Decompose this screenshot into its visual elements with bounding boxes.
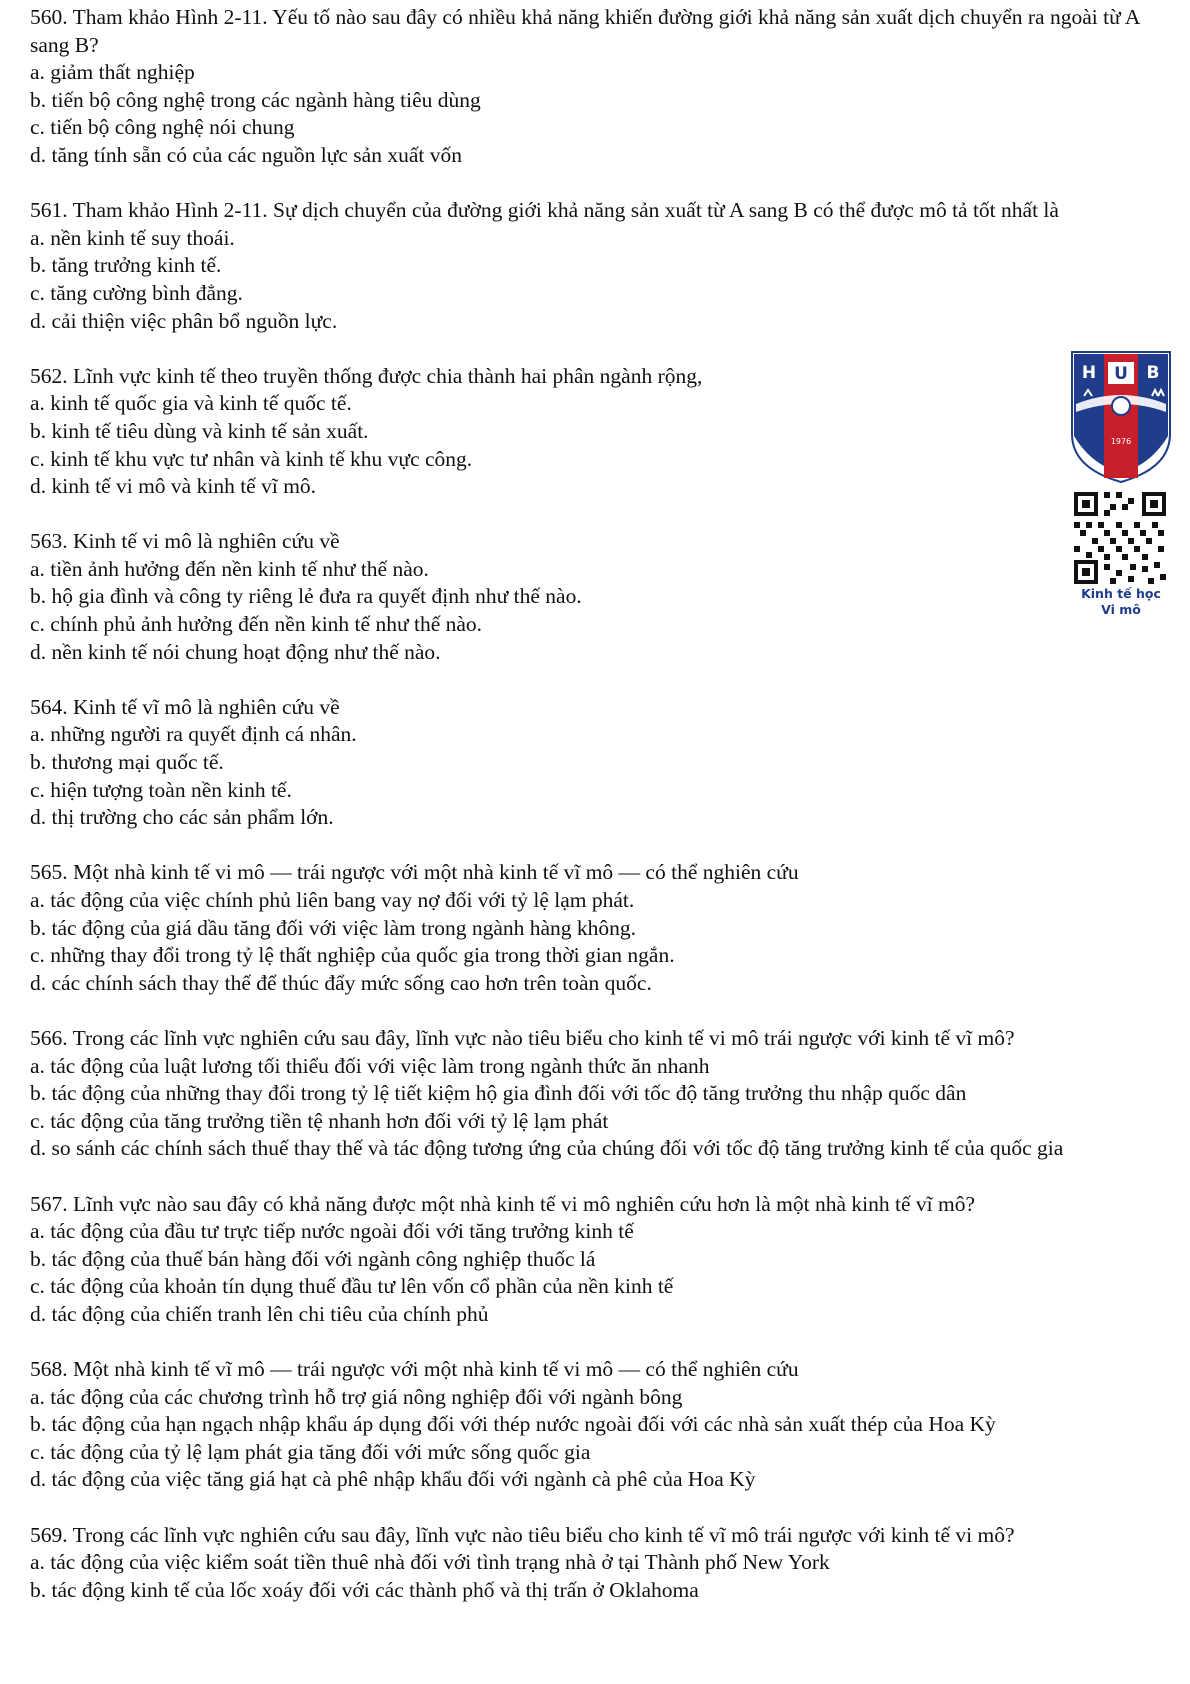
- option-b: b. tác động của giá dầu tăng đối với việc làm trong ngành hàng không.: [30, 915, 637, 940]
- option-d: d. nền kinh tế nói chung hoạt động như thế nào.: [30, 639, 441, 664]
- option-a: a. nền kinh tế suy thoái.: [30, 225, 235, 250]
- option-d: d. các chính sách thay thế để thúc đẩy mức sống cao hơn trên toàn quốc.: [30, 970, 652, 995]
- option-c: c. hiện tượng toàn nền kinh tế.: [30, 777, 292, 802]
- question-562: [30, 363, 1170, 501]
- logo-caption: [1062, 586, 1180, 618]
- option-a: a. tác động của các chương trình hỗ trợ giá nông nghiệp đối với ngành bông: [30, 1384, 683, 1409]
- question-568: [30, 1356, 1170, 1494]
- option-a: a. tác động của luật lương tối thiểu đối với việc làm trong ngành thức ăn nhanh: [30, 1053, 710, 1078]
- question-stem: 560. Tham khảo Hình 2-11. Yếu tố nào sau đây có nhiều khả năng khiến đường giới khả năng sản xuất dịch chuyển ra ngoài từ A sang B?: [30, 5, 1140, 57]
- question-560: [30, 4, 1170, 170]
- logo-block: [1062, 346, 1180, 616]
- option-a: a. tác động của đầu tư trực tiếp nước ngoài đối với tăng trưởng kinh tế: [30, 1219, 634, 1244]
- logo-caption-line2: Vi mô: [1101, 602, 1141, 617]
- option-a: a. giảm thất nghiệp: [30, 60, 195, 85]
- question-569: [30, 1522, 1170, 1605]
- option-d: d. cải thiện việc phân bổ nguồn lực.: [30, 308, 338, 333]
- option-a: a. kinh tế quốc gia và kinh tế quốc tế.: [30, 391, 352, 416]
- option-b: b. tác động của hạn ngạch nhập khẩu áp dụng đối với thép nước ngoài đối với các nhà sản xuất thép của Hoa Kỳ: [30, 1412, 996, 1437]
- option-c: c. chính phủ ảnh hưởng đến nền kinh tế như thế nào.: [30, 612, 483, 637]
- option-b: b. tác động của thuế bán hàng đối với ngành công nghiệp thuốc lá: [30, 1246, 596, 1271]
- option-d: d. tăng tính sẵn có của các nguồn lực sản xuất vốn: [30, 142, 462, 167]
- question-563: [30, 528, 1170, 666]
- question-list: [30, 4, 1170, 1632]
- logo-letter-h: H: [1081, 363, 1097, 383]
- option-b: b. tác động kinh tế của lốc xoáy đối với các thành phố và thị trấn ở Oklahoma: [30, 1577, 699, 1602]
- option-b: b. hộ gia đình và công ty riêng lẻ đưa ra quyết định như thế nào.: [30, 584, 582, 609]
- question-567: [30, 1191, 1170, 1329]
- question-stem: 564. Kinh tế vĩ mô là nghiên cứu về: [30, 694, 340, 719]
- logo-caption-line1: Kinh tế học: [1081, 586, 1161, 601]
- option-c: c. tăng cường bình đẳng.: [30, 280, 243, 305]
- question-566: [30, 1025, 1170, 1163]
- option-b: b. kinh tế tiêu dùng và kinh tế sản xuất.: [30, 418, 369, 443]
- question-565: [30, 859, 1170, 997]
- option-a: a. những người ra quyết định cá nhân.: [30, 722, 357, 747]
- option-a: a. tiền ảnh hưởng đến nền kinh tế như thế nào.: [30, 556, 429, 581]
- question-stem: 567. Lĩnh vực nào sau đây có khả năng được một nhà kinh tế vi mô nghiên cứu hơn là một nhà kinh tế vĩ mô?: [30, 1191, 975, 1216]
- question-stem: 563. Kinh tế vi mô là nghiên cứu về: [30, 529, 340, 554]
- option-d: d. thị trường cho các sản phẩm lớn.: [30, 805, 334, 830]
- logo-year: 1976: [1110, 437, 1132, 446]
- option-d: d. tác động của chiến tranh lên chi tiêu của chính phủ: [30, 1301, 489, 1326]
- option-c: c. tác động của khoản tín dụng thuế đầu tư lên vốn cổ phần của nền kinh tế: [30, 1274, 674, 1299]
- option-c: c. kinh tế khu vực tư nhân và kinh tế khu vực công.: [30, 446, 473, 471]
- option-c: c. những thay đổi trong tỷ lệ thất nghiệp của quốc gia trong thời gian ngắn.: [30, 943, 675, 968]
- qr-code-icon: [1072, 490, 1168, 586]
- option-b: b. tác động của những thay đổi trong tỷ lệ tiết kiệm hộ gia đình đối với tốc độ tăng trưởng thu nhập quốc dân: [30, 1081, 967, 1106]
- question-stem: 561. Tham khảo Hình 2-11. Sự dịch chuyển của đường giới khả năng sản xuất từ A sang B có thể được mô tả tốt nhất là: [30, 198, 1059, 223]
- question-564: [30, 694, 1170, 832]
- question-stem: 565. Một nhà kinh tế vi mô — trái ngược với một nhà kinh tế vĩ mô — có thể nghiên cứu: [30, 860, 799, 885]
- option-b: b. tăng trưởng kinh tế.: [30, 253, 222, 278]
- question-stem: 569. Trong các lĩnh vực nghiên cứu sau đây, lĩnh vực nào tiêu biểu cho kinh tế vĩ mô trái ngược với kinh tế vi mô?: [30, 1522, 1015, 1547]
- hub-logo: [1062, 346, 1180, 486]
- option-c: c. tiến bộ công nghệ nói chung: [30, 115, 295, 140]
- option-d: d. so sánh các chính sách thuế thay thế và tác động tương ứng của chúng đối với tốc độ tăng trưởng kinh tế của quốc gia: [30, 1136, 1064, 1161]
- question-561: [30, 197, 1170, 335]
- question-stem: 566. Trong các lĩnh vực nghiên cứu sau đây, lĩnh vực nào tiêu biểu cho kinh tế vi mô trái ngược với kinh tế vĩ mô?: [30, 1025, 1015, 1050]
- option-b: b. thương mại quốc tế.: [30, 750, 224, 775]
- option-a: a. tác động của việc chính phủ liên bang vay nợ đối với tỷ lệ lạm phát.: [30, 888, 635, 912]
- option-d: d. kinh tế vi mô và kinh tế vĩ mô.: [30, 474, 317, 499]
- option-a: a. tác động của việc kiểm soát tiền thuê nhà đối với tình trạng nhà ở tại Thành phố New York: [30, 1550, 830, 1575]
- question-stem: 562. Lĩnh vực kinh tế theo truyền thống được chia thành hai phân ngành rộng,: [30, 363, 703, 388]
- question-stem: 568. Một nhà kinh tế vĩ mô — trái ngược với một nhà kinh tế vi mô — có thể nghiên cứu: [30, 1357, 799, 1382]
- option-d: d. tác động của việc tăng giá hạt cà phê nhập khẩu đối với ngành cà phê của Hoa Kỳ: [30, 1467, 756, 1492]
- option-b: b. tiến bộ công nghệ trong các ngành hàng tiêu dùng: [30, 87, 481, 112]
- logo-letter-u: U: [1114, 364, 1128, 384]
- option-c: c. tác động của tỷ lệ lạm phát gia tăng đối với mức sống quốc gia: [30, 1439, 591, 1464]
- logo-letter-b: B: [1146, 363, 1160, 383]
- option-c: c. tác động của tăng trưởng tiền tệ nhanh hơn đối với tỷ lệ lạm phát: [30, 1108, 609, 1133]
